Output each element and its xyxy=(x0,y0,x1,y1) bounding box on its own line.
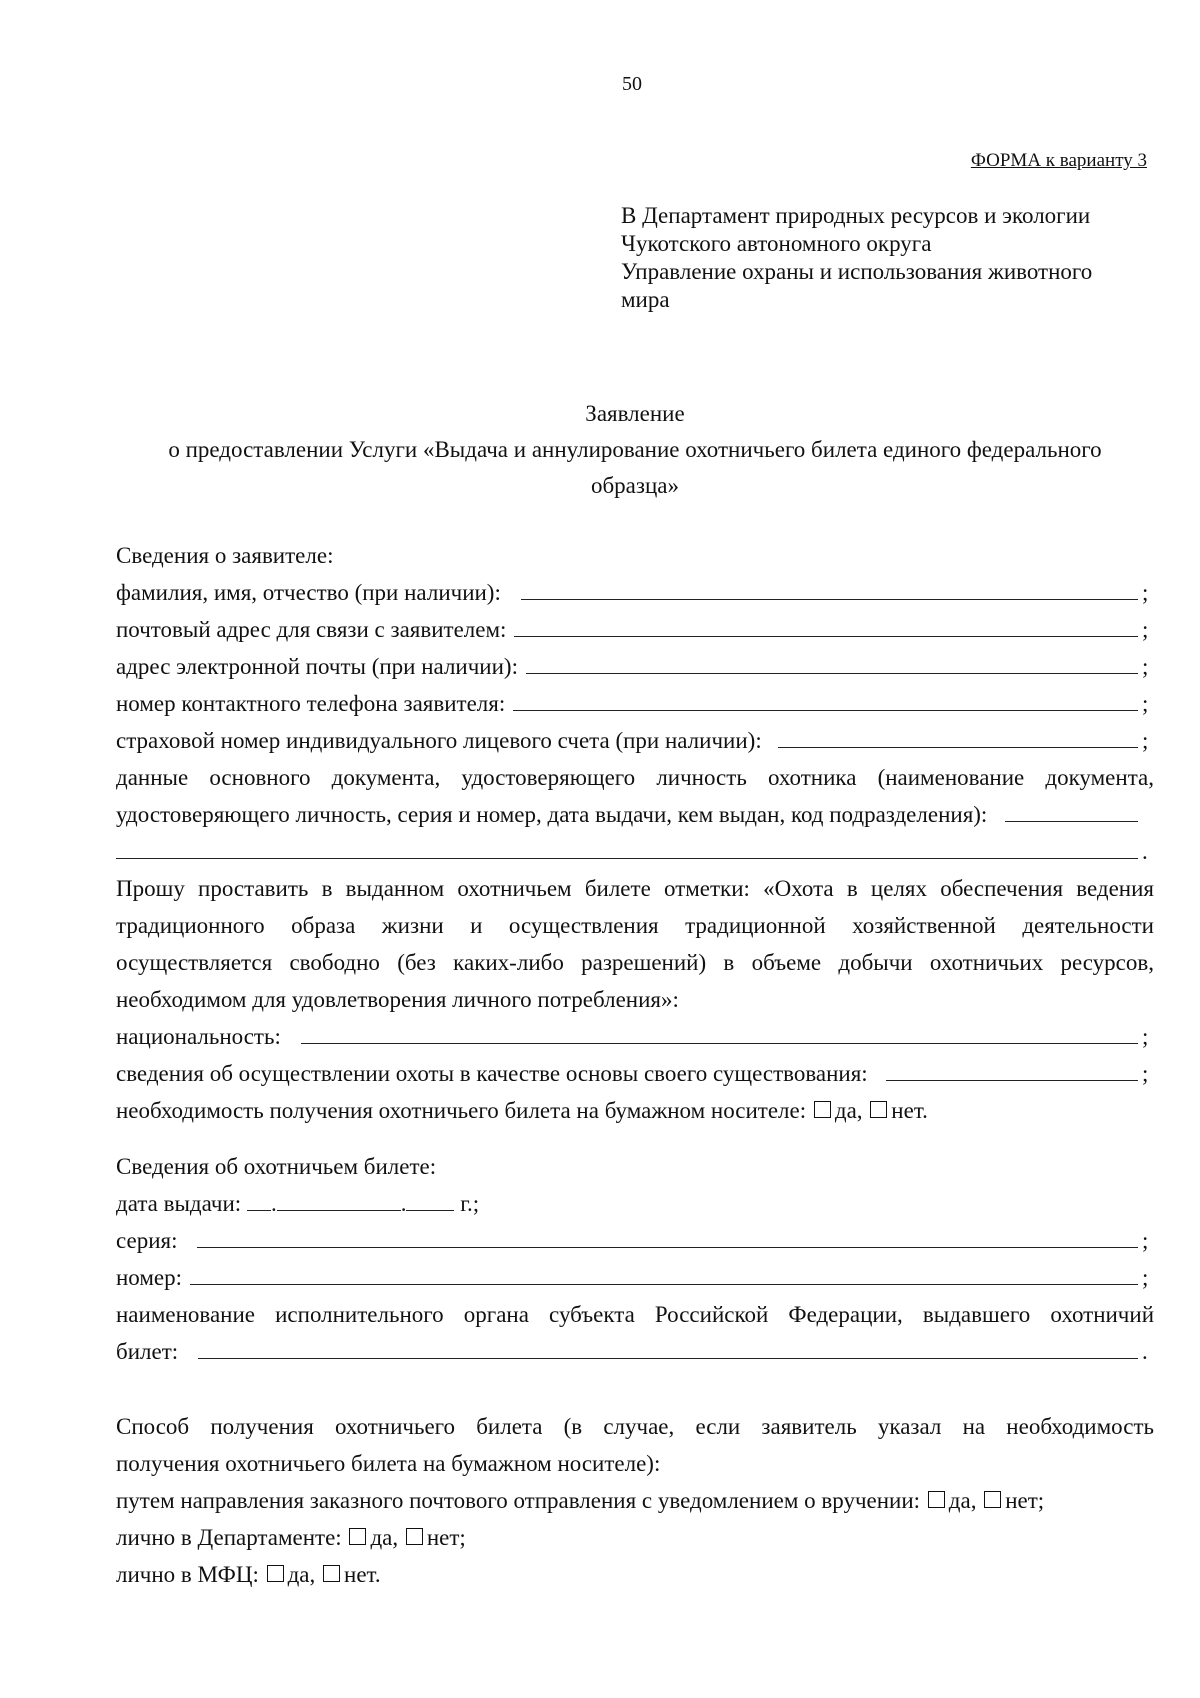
issuer-label-line: наименование исполнительного органа субъекта Российской Федерации, выдавшего охотничий xyxy=(116,1302,1154,1327)
hunting-basis-field[interactable] xyxy=(886,1056,1138,1081)
applicant-section xyxy=(116,537,1154,870)
mail-no-checkbox[interactable] xyxy=(984,1491,1001,1508)
postal-row: почтовый адрес для связи с заявителем: ; xyxy=(116,611,1154,648)
phone-label: номер контактного телефона заявителя: xyxy=(116,691,506,716)
hunting-basis-row: сведения об осуществлении охоты в качестве основы своего существования: ; xyxy=(116,1055,1154,1092)
snils-field[interactable] xyxy=(778,723,1138,748)
mail-row: путем направления заказного почтового отправления с уведомлением о вручении: да, нет; xyxy=(116,1482,1154,1519)
issue-year-field[interactable] xyxy=(406,1186,454,1211)
mfc-label: лично в МФЦ: xyxy=(116,1562,259,1587)
nationality-row: национальность: ; xyxy=(116,1018,1154,1055)
postal-label: почтовый адрес для связи с заявителем: xyxy=(116,617,507,642)
page-number: 50 xyxy=(622,73,642,95)
ticket-section xyxy=(116,1148,1154,1370)
mfc-no-checkbox[interactable] xyxy=(323,1565,340,1582)
series-field[interactable] xyxy=(197,1223,1138,1248)
department-row: лично в Департаменте: да, нет; xyxy=(116,1519,1154,1556)
mfc-row: лично в МФЦ: да, нет. xyxy=(116,1556,1154,1593)
number-label: номер: xyxy=(116,1265,183,1290)
number-row: номер: ; xyxy=(116,1259,1154,1296)
department-yes-checkbox[interactable] xyxy=(349,1528,366,1545)
issue-date-row: дата выдачи: . . г.; xyxy=(116,1185,1154,1222)
fio-field[interactable] xyxy=(521,575,1138,600)
snils-label: страховой номер индивидуального лицевого счета (при наличии): xyxy=(116,728,762,753)
section-heading: Сведения о заявителе: xyxy=(116,543,334,568)
issuer-row: билет: . xyxy=(116,1333,1154,1370)
document-field[interactable] xyxy=(1005,797,1138,822)
no-label: нет. xyxy=(891,1098,928,1123)
mail-label: путем направления заказного почтового отправления с уведомлением о вручении: xyxy=(116,1488,921,1513)
hunting-basis-label: сведения об осуществлении охоты в качестве основы своего существования: xyxy=(116,1061,868,1086)
paper-yes-checkbox[interactable] xyxy=(814,1101,831,1118)
document-label: удостоверяющего личность, серия и номер, дата выдачи, кем выдан, код подразделения): xyxy=(116,802,988,827)
delivery-text-line: Способ получения охотничьего билета (в случае, если заявитель указал на необходимость xyxy=(116,1414,1154,1439)
snils-row: страховой номер индивидуального лицевого счета (при наличии): ; xyxy=(116,722,1154,759)
request-text-line: осуществляется свободно (без каких-либо разрешений) в объеме добычи охотничьих ресурсов, xyxy=(116,950,1154,975)
nationality-label: национальность: xyxy=(116,1024,281,1049)
issue-day-field[interactable] xyxy=(247,1186,271,1211)
delivery-section xyxy=(116,1408,1154,1593)
phone-field[interactable] xyxy=(513,686,1138,711)
phone-row: номер контактного телефона заявителя: ; xyxy=(116,685,1154,722)
addressee-block xyxy=(621,202,1181,314)
addressee-line: Чукотского автономного округа xyxy=(621,231,932,256)
email-row: адрес электронной почты (при наличии): ; xyxy=(116,648,1154,685)
section-heading: Сведения об охотничьем билете: xyxy=(116,1154,437,1179)
issue-month-field[interactable] xyxy=(277,1186,401,1211)
addressee-line: мира xyxy=(621,287,670,312)
series-label: серия: xyxy=(116,1228,178,1253)
postal-field[interactable] xyxy=(514,612,1138,637)
department-label: лично в Департаменте: xyxy=(116,1525,342,1550)
department-no-checkbox[interactable] xyxy=(406,1528,423,1545)
title-line: о предоставлении Услуги «Выдача и аннулирование охотничьего билета единого федерального xyxy=(168,437,1102,462)
paper-need-label: необходимость получения охотничьего билета на бумажном носителе: xyxy=(116,1098,807,1123)
issue-date-label: дата выдачи: xyxy=(116,1191,242,1216)
year-suffix: г.; xyxy=(460,1191,480,1216)
request-text-line: традиционного образа жизни и осуществления традиционной хозяйственной деятельности xyxy=(116,913,1154,938)
email-label: адрес электронной почты (при наличии): xyxy=(116,654,518,679)
document-label-line: данные основного документа, удостоверяющего личность охотника (наименование документа, xyxy=(116,765,1154,790)
form-reference: ФОРМА к варианту 3 xyxy=(970,150,1147,171)
issuer-label: билет: xyxy=(116,1339,179,1364)
number-field[interactable] xyxy=(190,1260,1138,1285)
document-field-continued[interactable] xyxy=(116,834,1138,859)
mfc-yes-checkbox[interactable] xyxy=(267,1565,284,1582)
title-line: Заявление xyxy=(585,401,685,426)
nationality-field[interactable] xyxy=(301,1019,1138,1044)
request-section xyxy=(116,870,1154,1129)
fio-label: фамилия, имя, отчество (при наличии): xyxy=(116,580,501,605)
yes-label: да, xyxy=(834,1098,863,1123)
delivery-text-line: получения охотничьего билета на бумажном носителе): xyxy=(116,1451,661,1476)
title-line: образца» xyxy=(590,473,679,498)
email-field[interactable] xyxy=(526,649,1138,674)
addressee-line: В Департамент природных ресурсов и экологии xyxy=(621,203,1091,228)
mail-yes-checkbox[interactable] xyxy=(928,1491,945,1508)
paper-no-checkbox[interactable] xyxy=(870,1101,887,1118)
addressee-line: Управление охраны и использования животного xyxy=(621,259,1093,284)
document-row-continued: . xyxy=(116,833,1154,870)
issuer-field[interactable] xyxy=(198,1334,1138,1359)
paper-need-row xyxy=(116,1092,1154,1129)
document-row xyxy=(116,796,1154,833)
fio-row: фамилия, имя, отчество (при наличии): ; xyxy=(116,574,1154,611)
series-row: серия: ; xyxy=(116,1222,1154,1259)
request-text-line: необходимом для удовлетворения личного потребления»: xyxy=(116,987,679,1012)
document-title xyxy=(116,396,1154,504)
request-text-line: Прошу проставить в выданном охотничьем билете отметки: «Охота в целях обеспечения ведения xyxy=(116,876,1154,901)
